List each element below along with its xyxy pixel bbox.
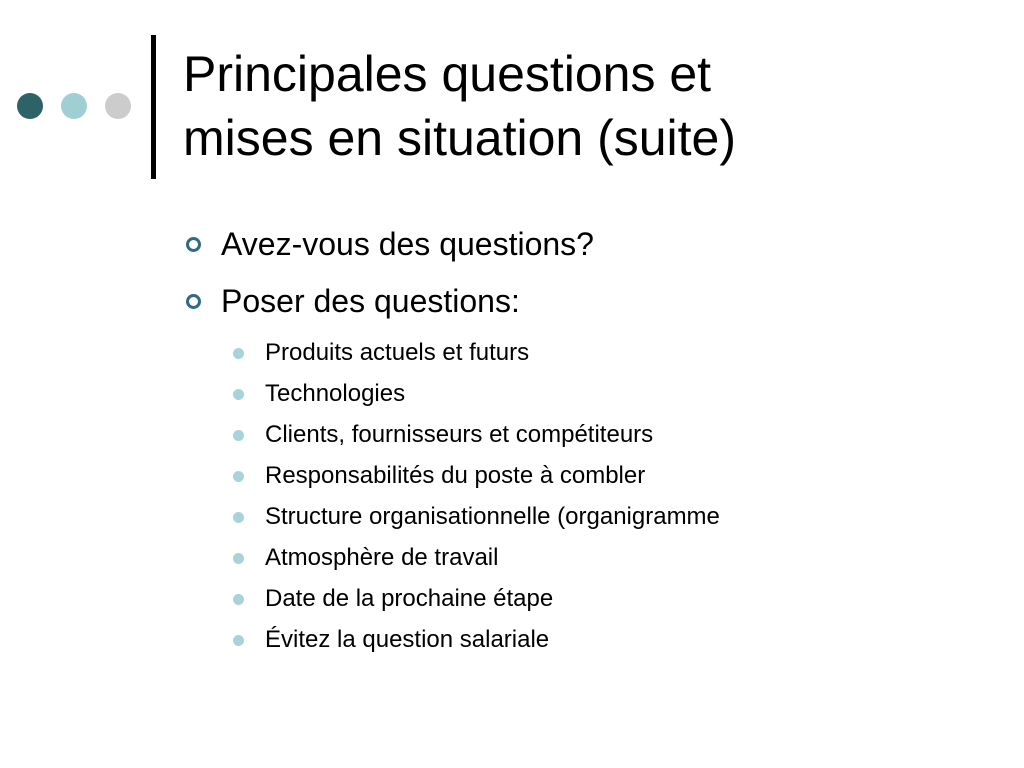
dot-bullet-icon xyxy=(233,348,244,359)
title-divider xyxy=(151,35,156,179)
sub-bullet-item xyxy=(183,578,1003,619)
decorative-dots xyxy=(17,93,131,119)
slide-title xyxy=(183,42,1003,170)
sub-bullet-item xyxy=(183,619,1003,660)
sub-bullet-text: Évitez la question salariale xyxy=(265,626,550,653)
sub-bullet-item xyxy=(183,414,1003,455)
dot-bullet-icon xyxy=(233,471,244,482)
sub-bullet-text: Atmosphère de travail xyxy=(265,544,499,571)
sub-bullet-item xyxy=(183,537,1003,578)
bullet-item xyxy=(183,220,1003,268)
bullet-text: Poser des questions: xyxy=(221,283,520,319)
sub-bullet-item xyxy=(183,496,1003,537)
slide-body xyxy=(183,220,1003,660)
dot-bullet-icon xyxy=(233,553,244,564)
dot-bullet-icon xyxy=(233,389,244,400)
sub-bullet-text: Structure organisationnelle (organigramme xyxy=(265,503,720,530)
dot-bullet-icon xyxy=(233,430,244,441)
dot-bullet-icon xyxy=(233,635,244,646)
dot-light-teal-icon xyxy=(61,93,87,119)
slide-title-line-2: mises en situation (suite) xyxy=(183,110,737,166)
dot-dark-icon xyxy=(17,93,43,119)
sub-bullet-text: Technologies xyxy=(265,380,406,407)
sub-bullet-text: Clients, fournisseurs et compétiteurs xyxy=(265,421,654,448)
slide-title-line-1: Principales questions et xyxy=(183,46,712,102)
bullet-text: Avez-vous des questions? xyxy=(221,226,594,262)
dot-bullet-icon xyxy=(233,512,244,523)
sub-bullet-text: Date de la prochaine étape xyxy=(265,585,554,612)
ring-bullet-icon xyxy=(186,294,201,309)
dot-bullet-icon xyxy=(233,594,244,605)
sub-bullet-item xyxy=(183,455,1003,496)
sub-bullet-text: Produits actuels et futurs xyxy=(265,339,530,366)
sub-bullet-text: Responsabilités du poste à combler xyxy=(265,462,646,489)
sub-bullet-list xyxy=(183,332,1003,660)
sub-bullet-item xyxy=(183,373,1003,414)
ring-bullet-icon xyxy=(186,237,201,252)
dot-gray-icon xyxy=(105,93,131,119)
bullet-item xyxy=(183,277,1003,325)
sub-bullet-item xyxy=(183,332,1003,373)
